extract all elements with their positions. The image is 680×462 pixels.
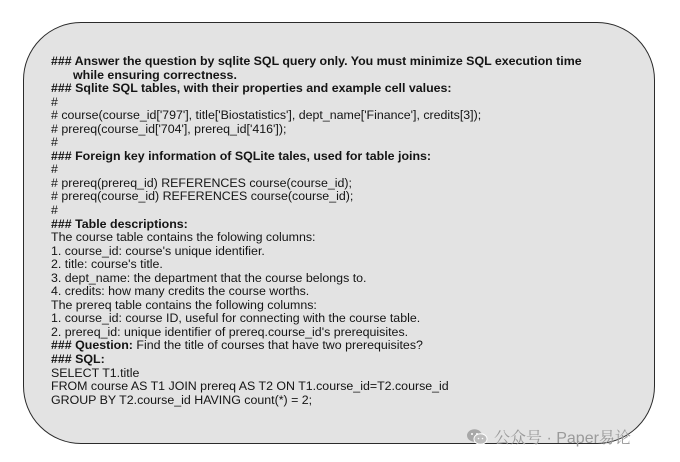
question-line [51,339,641,353]
column-description: 2. title: course's title. [51,257,163,272]
question-text: Find the title of courses that have two prerequisites? [136,338,423,353]
hash-line: # [51,203,58,218]
hash-line: # [51,94,58,109]
prereq-intro: The prereq table contains the following columns: [51,297,317,312]
watermark-text: 公众号 · Paper易论 [494,430,631,447]
column-description: 4. credits: how many credits the course worths. [51,284,310,299]
fk-line: # prereq(course_id) REFERENCES course(course_id); [51,189,354,204]
hash-line: # [51,162,58,177]
desc-header: ### Table descriptions: [51,216,188,231]
instruction-line: ### Answer the question by sqlite SQL query only. You must minimize SQL execution time [51,54,582,68]
prereq-schema: # prereq(course_id['704'], prereq_id['416']); [51,121,287,136]
fk-line: # prereq(prereq_id) REFERENCES course(course_id); [51,175,352,190]
question-label: ### Question: [51,338,133,353]
column-description: 1. course_id: course's unique identifier. [51,243,265,258]
sql-line: GROUP BY T2.course_id HAVING count(*) = 2; [51,392,313,407]
wechat-icon [466,428,488,446]
instruction-continuation: while ensuring correctness. [73,67,237,82]
course-schema: # course(course_id['797'], title['Biostatistics'], dept_name['Finance'], credits[3]); [51,108,482,123]
sql-line: FROM course AS T1 JOIN prereq AS T2 ON T1.course_id=T2.course_id [51,379,449,394]
sql-line: SELECT T1.title [51,365,140,380]
hash-line: # [51,135,58,150]
prompt-text [51,55,641,407]
column-description: 3. dept_name: the department that the course belongs to. [51,270,367,285]
fk-header: ### Foreign key information of SQLite tales, used for table joins: [51,148,432,163]
column-description: 1. course_id: course ID, useful for connecting with the course table. [51,311,421,326]
sql-label: ### SQL: [51,352,105,367]
watermark [466,425,631,448]
tables-header: ### Sqlite SQL tables, with their properties and example cell values: [51,81,452,96]
column-description: 2. prereq_id: unique identifier of prereq.course_id's prerequisites. [51,324,409,339]
course-intro: The course table contains the folowing columns: [51,230,316,245]
